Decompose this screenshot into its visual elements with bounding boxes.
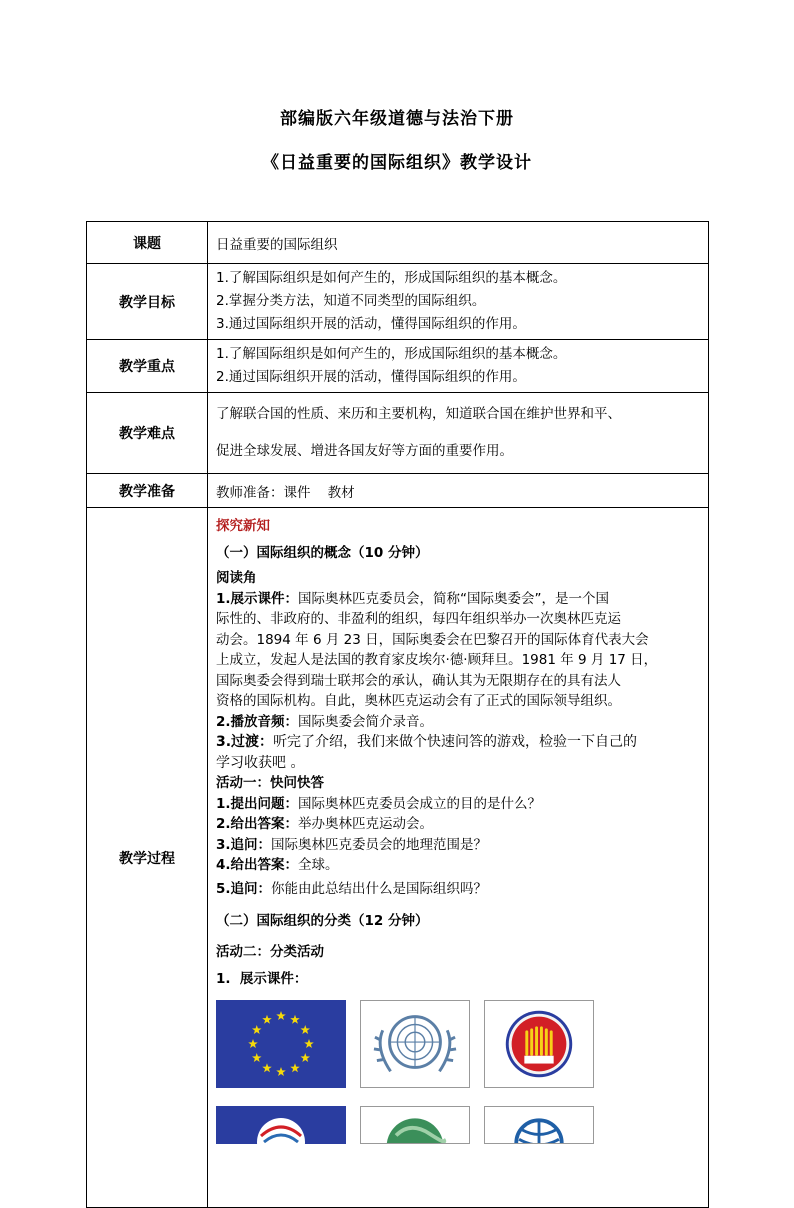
qa-item xyxy=(216,814,700,835)
qa-text: 国际奥林匹克委员会成立的目的是什么？ xyxy=(298,795,542,812)
qa-item xyxy=(216,794,700,815)
row-topic xyxy=(87,222,709,264)
qa-label: 4.给出答案： xyxy=(216,857,299,873)
focus-item: 1.了解国际组织是如何产生的，形成国际组织的基本概念。 xyxy=(216,346,567,362)
qa-text: 你能由此总结出什么是国际组织吗？ xyxy=(271,880,488,897)
wto-logo-image xyxy=(216,1106,346,1144)
focus-item: 2.通过国际组织开展的活动，懂得国际组织的作用。 xyxy=(216,369,526,385)
courseware-line: 国际奥林匹克委员会，简称“国际奥委会”，是一个国 xyxy=(298,590,610,607)
prep-text: 教师准备：课件 教材 xyxy=(216,484,355,501)
value-process xyxy=(208,508,709,1208)
label-process: 教学过程 xyxy=(87,508,208,1208)
globe-emblem-image xyxy=(360,1106,470,1144)
value-prep xyxy=(208,474,709,508)
courseware-line: 动会。1894 年 6 月 23 日，国际奥委会在巴黎召开的国际体育代表大会 xyxy=(216,631,649,648)
qa-label: 3.追问： xyxy=(216,836,272,853)
goal-item: 2.掌握分类方法，知道不同类型的国际组织。 xyxy=(216,293,486,309)
goal-item: 3.通过国际组织开展的活动，懂得国际组织的作用。 xyxy=(216,316,526,332)
document-title: 部编版六年级道德与法治下册 xyxy=(280,109,514,129)
courseware-line: 际性的、非政府的、非盈利的组织，每四年组织举办一次奥林匹克运 xyxy=(216,611,621,627)
activity-two-title: 活动二：分类活动 xyxy=(216,943,324,960)
qa-text: 全球。 xyxy=(298,857,339,873)
value-goals xyxy=(208,264,709,340)
courseware-line: 资格的国际机构。自此，奥林匹克运动会有了正式的国际领导组织。 xyxy=(216,693,621,709)
qa-item xyxy=(216,855,700,876)
value-focus xyxy=(208,340,709,393)
label-prep: 教学准备 xyxy=(87,474,208,508)
reading-corner: 阅读角 xyxy=(216,570,257,586)
value-topic: 日益重要的国际组织 xyxy=(208,222,709,264)
audio-label: 2.播放音频： xyxy=(216,713,299,730)
asean-emblem-image xyxy=(484,1000,594,1088)
audio-text: 国际奥委会简介录音。 xyxy=(298,713,434,730)
courseware-line: 国际奥委会得到瑞士联邦会的承认，确认其为无限期存在的具有法人 xyxy=(216,672,621,689)
row-difficulty xyxy=(87,393,709,474)
difficulty-line: 促进全球发展、增进各国友好等方面的重要作用。 xyxy=(216,443,513,459)
transition-line: 听完了介绍，我们来做个快速问答的游戏，检验一下自己的 xyxy=(273,734,638,750)
section-concept: （一）国际组织的概念（10 分钟） xyxy=(216,545,429,561)
goal-item: 1.了解国际组织是如何产生的，形成国际组织的基本概念。 xyxy=(216,270,567,286)
row-prep xyxy=(87,474,709,508)
show-courseware: 1. 展示课件： xyxy=(216,970,308,987)
activity-one-title: 活动一：快问快答 xyxy=(216,775,324,791)
qa-label: 1.提出问题： xyxy=(216,795,299,812)
logo-row-partial xyxy=(216,1106,700,1144)
qa-label: 5.追问： xyxy=(216,880,272,897)
process-heading: 探究新知 xyxy=(216,518,270,534)
qa-item xyxy=(216,835,700,856)
row-goals xyxy=(87,264,709,340)
document-subtitle: 《日益重要的国际组织》教学设计 xyxy=(262,153,532,173)
world-bank-logo-image xyxy=(484,1106,594,1144)
label-focus: 教学重点 xyxy=(87,340,208,393)
label-difficulty: 教学难点 xyxy=(87,393,208,474)
qa-text: 举办奥林匹克运动会。 xyxy=(298,816,434,832)
eu-flag-image xyxy=(216,1000,346,1088)
transition-line: 学习收获吧 。 xyxy=(216,754,305,771)
paragraph-audio xyxy=(216,712,700,733)
logo-row xyxy=(216,1000,700,1088)
courseware-line: 上成立，发起人是法国的教育家皮埃尔·德·顾拜旦。1981 年 9 月 17 日， xyxy=(216,652,658,668)
un-emblem-image xyxy=(360,1000,470,1088)
label-topic: 课题 xyxy=(87,222,208,264)
section-classification: （二）国际组织的分类（12 分钟） xyxy=(216,912,429,929)
paragraph-courseware xyxy=(216,589,700,712)
qa-label: 2.给出答案： xyxy=(216,816,299,832)
lesson-plan-table xyxy=(86,221,709,1208)
courseware-label: 1.展示课件： xyxy=(216,590,299,607)
transition-label: 3.过渡： xyxy=(216,734,274,750)
label-goals: 教学目标 xyxy=(87,264,208,340)
difficulty-line: 了解联合国的性质、来历和主要机构，知道联合国在维护世界和平、 xyxy=(216,406,621,422)
qa-text: 国际奥林匹克委员会的地理范围是？ xyxy=(271,836,488,853)
paragraph-transition xyxy=(216,732,700,773)
row-process xyxy=(87,508,709,1208)
row-focus xyxy=(87,340,709,393)
value-difficulty xyxy=(208,393,709,474)
qa-item xyxy=(216,876,700,902)
